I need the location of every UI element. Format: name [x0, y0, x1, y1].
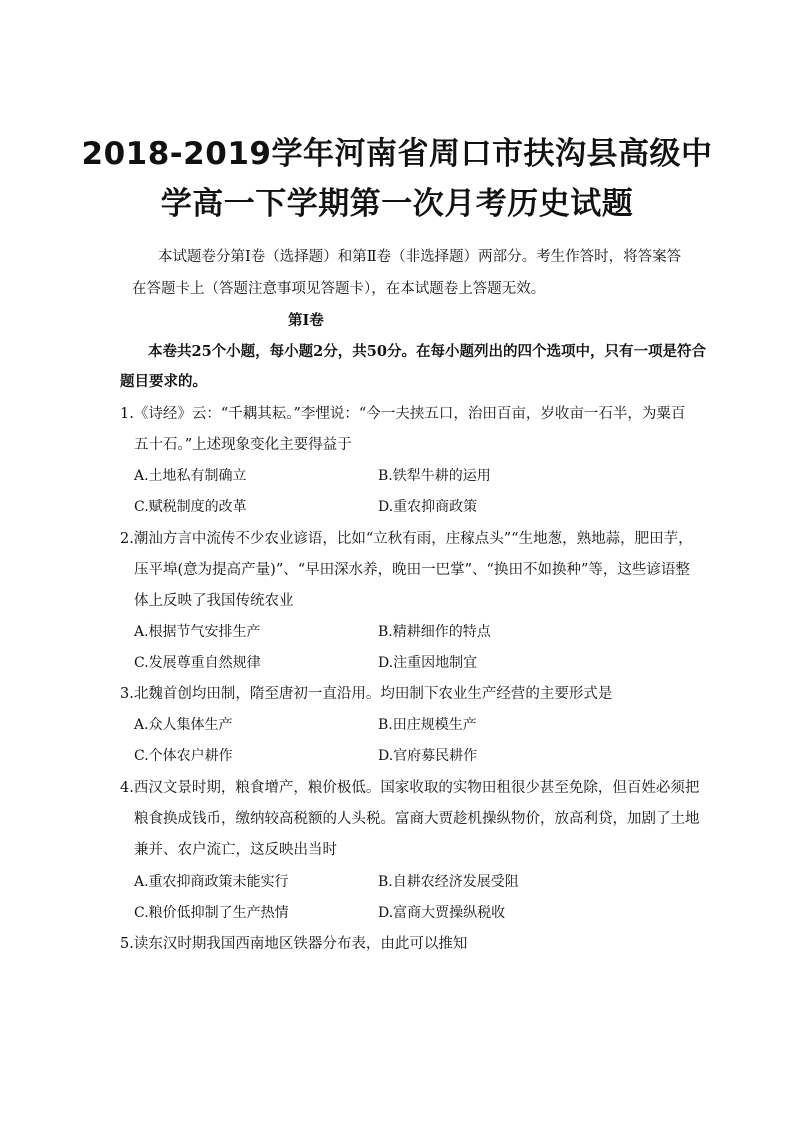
question-3-option-d[interactable]: D.官府募民耕作 — [378, 748, 478, 764]
question-1-option-a[interactable]: A.土地私有制确立 — [134, 468, 247, 484]
question-3-option-a[interactable]: A.众人集体生产 — [134, 717, 233, 733]
question-3-option-c[interactable]: C.个体农户耕作 — [134, 748, 233, 764]
question-2-option-c[interactable]: C.发展尊重自然规律 — [134, 655, 261, 671]
question-4-line-2: 粮食换成钱币，缴纳较高税额的人头税。富商大贾趁机操纵物价，放高利贷，加剧了土地 — [134, 811, 700, 827]
question-1-option-d[interactable]: D.重农抑商政策 — [378, 499, 478, 515]
question-4-option-d[interactable]: D.富商大贾操纵税收 — [378, 905, 506, 921]
question-4-option-b[interactable]: B.自耕农经济发展受阻 — [378, 874, 519, 890]
question-3-line-1: 3.北魏首创均田制，隋至唐初一直沿用。均田制下农业生产经营的主要形式是 — [120, 686, 613, 702]
title-line-1: 2018-2019学年河南省周口市扶沟县高级中 — [81, 136, 713, 172]
question-4-line-3: 兼并、农户流亡，这反映出当时 — [134, 842, 337, 858]
question-2-option-b[interactable]: B.精耕细作的特点 — [378, 624, 491, 640]
question-1-line-1: 1.《诗经》云：“千耦其耘。”李悝说：“今一夫挟五口，治田百亩，岁收亩一石半，为粟百 — [120, 406, 686, 422]
question-4-line-1: 4.西汉文景时期，粮食增产，粮价极低。国家收取的实物田租很少甚至免除，但百姓必须把 — [120, 780, 700, 796]
question-4-option-a[interactable]: A.重农抑商政策未能实行 — [134, 874, 289, 890]
question-2-option-a[interactable]: A.根据节气安排生产 — [134, 624, 261, 640]
question-1-option-c[interactable]: C.赋税制度的改革 — [134, 499, 247, 515]
section-desc-line-2: 题目要求的。 — [120, 373, 207, 390]
question-1-option-b[interactable]: B.铁犁牛耕的运用 — [378, 468, 491, 484]
question-2-line-3: 体上反映了我国传统农业 — [134, 593, 294, 609]
section-desc-line-1: 本卷共25个小题，每小题2分，共50分。在每小题列出的四个选项中，只有一项是符合 — [148, 343, 706, 360]
question-2-option-d[interactable]: D.注重因地制宜 — [378, 655, 478, 671]
title-line-2: 学高一下学期第一次月考历史试题 — [160, 186, 634, 222]
question-5-line-1: 5.读东汉时期我国西南地区铁器分布表，由此可以推知 — [120, 936, 468, 952]
intro-line-2: 在答题卡上（答题注意事项见答题卡），在本试题卷上答题无效。 — [132, 281, 546, 297]
question-4-option-c[interactable]: C.粮价低抑制了生产热情 — [134, 905, 289, 921]
question-2-line-2: 压平埠(意为提高产量)”、“早田深水养，晚田一巴掌”、“换田不如换种”等，这些谚语整 — [134, 562, 690, 578]
intro-line-1: 本试题卷分第Ⅰ卷（选择题）和第Ⅱ卷（非选择题）两部分。考生作答时，将答案答 — [158, 249, 682, 265]
question-2-line-1: 2.潮汕方言中流传不少农业谚语，比如“立秋有雨，庄稼点头”“生地葱，熟地蒜，肥田芋， — [120, 531, 693, 547]
question-3-option-b[interactable]: B.田庄规模生产 — [378, 717, 477, 733]
section-heading: 第Ⅰ卷 — [288, 312, 324, 329]
question-1-line-2: 五十石。”上述现象变化主要得益于 — [134, 437, 352, 453]
